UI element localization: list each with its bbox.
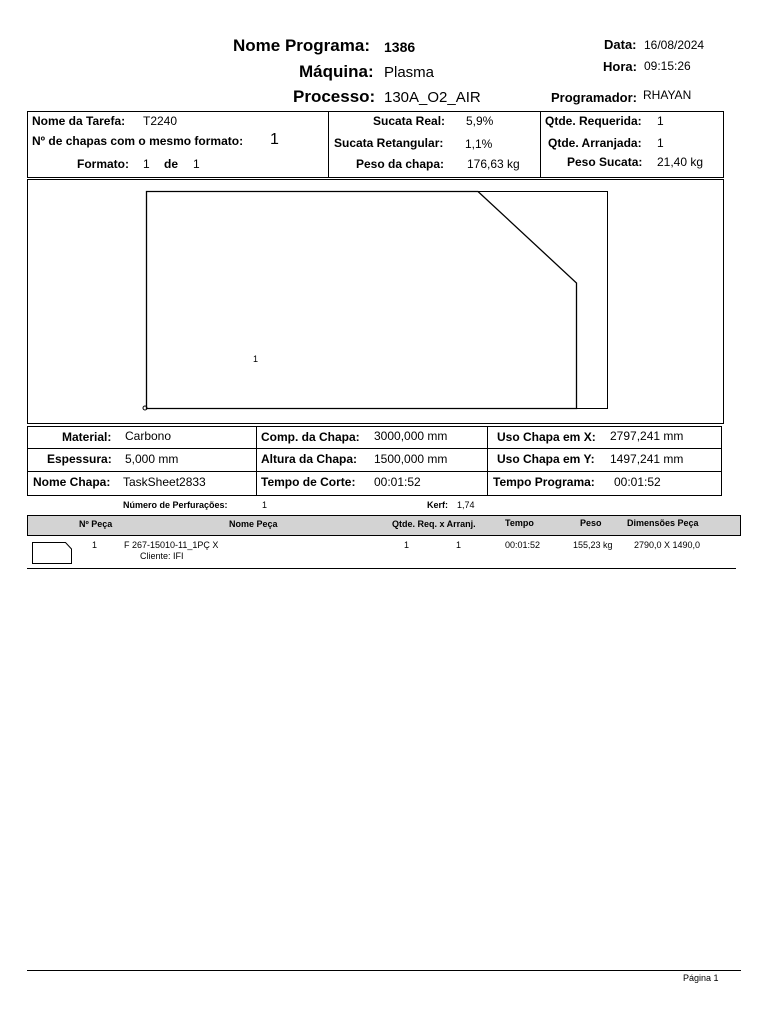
material-row-divider-2 (27, 471, 722, 472)
data-value: 16/08/2024 (644, 38, 705, 52)
row-tempo: 00:01:52 (505, 540, 541, 550)
table-row-divider (27, 568, 736, 569)
tempo-corte-value: 00:01:52 (374, 475, 421, 489)
processo-value: 130A_O2_AIR (384, 89, 481, 106)
num-perf-label: Número de Perfurações: (123, 500, 228, 510)
nome-chapa-value: TaskSheet2833 (123, 475, 206, 489)
kerf-label: Kerf: (427, 500, 449, 510)
footer-rule (27, 970, 741, 971)
row-n-peca: 1 (92, 540, 98, 550)
sheet-outline (147, 192, 608, 409)
peso-sucata-label: Peso Sucata: (567, 155, 643, 169)
row-cliente: Cliente: IFI (140, 551, 184, 561)
col-qtde: Qtde. Req. x Arranj. (392, 519, 476, 529)
col-n-peca: Nº Peça (79, 519, 113, 529)
uso-x-value: 2797,241 mm (610, 429, 684, 443)
formato-label: Formato: (77, 157, 129, 171)
maquina-label: Máquina: (299, 62, 374, 81)
col-peso: Peso (580, 518, 602, 528)
sucata-ret-label: Sucata Retangular: (334, 136, 444, 150)
nesting-drawing (27, 179, 724, 424)
tempo-programa-label: Tempo Programa: (493, 475, 595, 489)
comp-chapa-value: 3000,000 mm (374, 429, 448, 443)
part-thumbnail (32, 541, 74, 565)
tempo-programa-value: 00:01:52 (614, 475, 661, 489)
peso-chapa-label: Peso da chapa: (356, 157, 445, 171)
col-dimensoes: Dimensões Peça (627, 518, 699, 528)
formato-total: 1 (193, 157, 200, 171)
material-divider-1 (256, 426, 257, 496)
programador-value: RHAYAN (643, 88, 692, 102)
qtde-req-value: 1 (657, 114, 664, 128)
info-divider-1 (328, 111, 329, 178)
tarefa-value: T2240 (143, 114, 178, 128)
chapas-value: 1 (270, 131, 279, 148)
sucata-ret-value: 1,1% (465, 137, 493, 151)
tarefa-label: Nome da Tarefa: (32, 114, 126, 128)
espessura-value: 5,000 mm (125, 452, 179, 466)
formato-value: 1 (143, 157, 150, 171)
formato-de: de (164, 157, 179, 171)
part-number-label: 1 (253, 354, 259, 364)
uso-y-label: Uso Chapa em Y: (497, 452, 595, 466)
sucata-real-label: Sucata Real: (373, 114, 446, 128)
material-label: Material: (62, 430, 112, 444)
row-qtde-arr: 1 (456, 540, 462, 550)
qtde-req-label: Qtde. Requerida: (545, 114, 642, 128)
nome-programa-value: 1386 (384, 39, 416, 55)
comp-chapa-label: Comp. da Chapa: (261, 430, 360, 444)
material-value: Carbono (125, 429, 172, 443)
data-label: Data: (604, 37, 637, 52)
col-nome-peca: Nome Peça (229, 519, 278, 529)
tempo-corte-label: Tempo de Corte: (261, 475, 356, 489)
part-outline (147, 192, 577, 409)
row-qtde-req: 1 (404, 540, 410, 550)
maquina-value: Plasma (384, 64, 435, 81)
material-row-divider-1 (27, 448, 722, 449)
hora-label: Hora: (603, 59, 637, 74)
hora-value: 09:15:26 (644, 59, 691, 73)
chapas-label: Nº de chapas com o mesmo formato: (32, 134, 244, 148)
peso-sucata-value: 21,40 kg (657, 155, 704, 169)
espessura-label: Espessura: (47, 452, 112, 466)
uso-x-label: Uso Chapa em X: (497, 430, 596, 444)
col-tempo: Tempo (505, 518, 534, 528)
qtde-arr-label: Qtde. Arranjada: (548, 136, 642, 150)
material-divider-2 (487, 426, 488, 496)
sucata-real-value: 5,9% (466, 114, 494, 128)
page-number: Página 1 (683, 973, 719, 983)
nome-programa-label: Nome Programa: (233, 36, 370, 55)
row-nome-peca: F 267-15010-11_1PÇ X (124, 540, 219, 550)
altura-chapa-value: 1500,000 mm (374, 452, 448, 466)
row-dimensoes: 2790,0 X 1490,0 (634, 540, 701, 550)
info-divider-2 (540, 111, 541, 178)
num-perf-value: 1 (262, 500, 268, 510)
peso-chapa-value: 176,63 kg (467, 157, 520, 171)
processo-label: Processo: (293, 87, 376, 106)
altura-chapa-label: Altura da Chapa: (261, 452, 358, 466)
row-peso: 155,23 kg (573, 540, 613, 550)
qtde-arr-value: 1 (657, 136, 664, 150)
programador-label: Programador: (551, 90, 637, 105)
kerf-value: 1,74 (457, 500, 475, 510)
uso-y-value: 1497,241 mm (610, 452, 684, 466)
nome-chapa-label: Nome Chapa: (33, 475, 111, 489)
